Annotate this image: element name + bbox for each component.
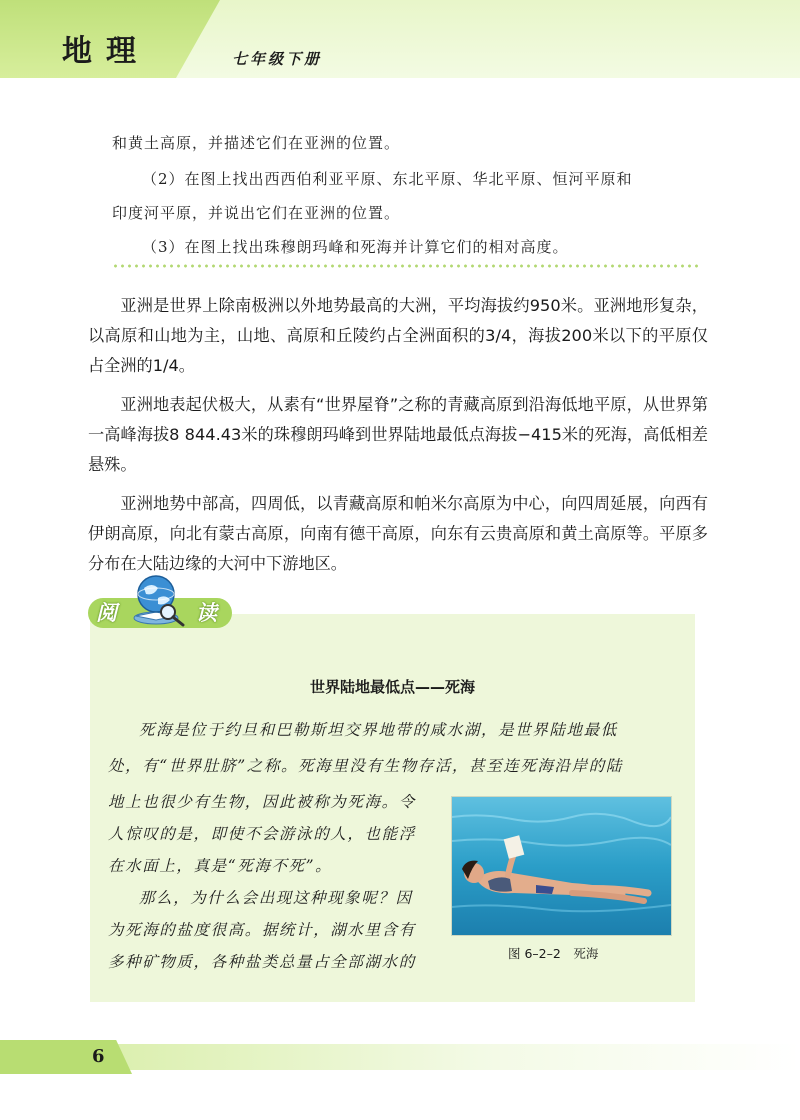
reading-line: 为死海的盐度很高。据统计，湖水里含有 (108, 921, 416, 939)
exercise-line: （2）在图上找出西西伯利亚平原、东北平原、华北平原、恒河平原和 (142, 170, 633, 188)
exercise-line: 印度河平原，并说出它们在亚洲的位置。 (112, 204, 401, 222)
footer-tab (0, 1040, 132, 1074)
figure-caption: 图 6–2–2 死海 (508, 946, 599, 961)
dead-sea-photo (451, 796, 672, 936)
exercise-line: 和黄土高原，并描述它们在亚洲的位置。 (112, 134, 401, 152)
dead-sea-illustration (452, 797, 671, 935)
reading-line: 那么，为什么会出现这种现象呢？因 (139, 889, 413, 907)
reading-badge (88, 590, 232, 634)
exercise-line: （3）在图上找出珠穆朗玛峰和死海并计算它们的相对高度。 (142, 238, 569, 256)
paragraph: 亚洲地表起伏极大，从素有“世界屋脊”之称的青藏高原到沿海低地平原，从世界第一高峰海拔8 844.43米的珠穆朗玛峰到世界陆地最低点海拔−415米的死海，高低相差悬殊。 (88, 395, 708, 474)
reading-line: 死海是位于约旦和巴勒斯坦交界地带的咸水湖，是世界陆地最低 (139, 721, 618, 739)
reading-line: 人惊叹的是，即使不会游泳的人，也能浮 (108, 825, 416, 843)
globe-magnifier-icon (128, 568, 188, 628)
badge-char-read: 阅 (96, 601, 117, 625)
volume-label: 七年级下册 (232, 50, 323, 68)
reading-title: 世界陆地最低点——死海 (309, 678, 475, 696)
reading-line: 处，有“世界肚脐”之称。死海里没有生物存活，甚至连死海沿岸的陆 (108, 757, 623, 775)
reading-line: 地上也很少有生物，因此被称为死海。令 (108, 793, 416, 811)
badge-char-study: 读 (196, 601, 217, 625)
section-divider (112, 264, 702, 268)
paragraph: 亚洲地势中部高，四周低，以青藏高原和帕米尔高原为中心，向四周延展，向西有伊朗高原，向北有蒙古高原，向南有德干高原，向东有云贵高原和黄土高原等。平原多分布在大陆边缘的大河中下游地区。 (88, 494, 708, 573)
main-text (88, 291, 708, 588)
reading-line: 在水面上，真是“死海不死”。 (108, 857, 333, 875)
reading-line: 多种矿物质，各种盐类总量占全部湖水的 (108, 953, 416, 971)
subject-title: 地理 (62, 34, 150, 69)
page-number: 6 (92, 1046, 105, 1067)
paragraph: 亚洲是世界上除南极洲以外地势最高的大洲，平均海拔约950米。亚洲地形复杂，以高原和山地为主，山地、高原和丘陵约占全洲面积的3/4，海拔200米以下的平原仅占全洲的1/4。 (88, 296, 708, 375)
